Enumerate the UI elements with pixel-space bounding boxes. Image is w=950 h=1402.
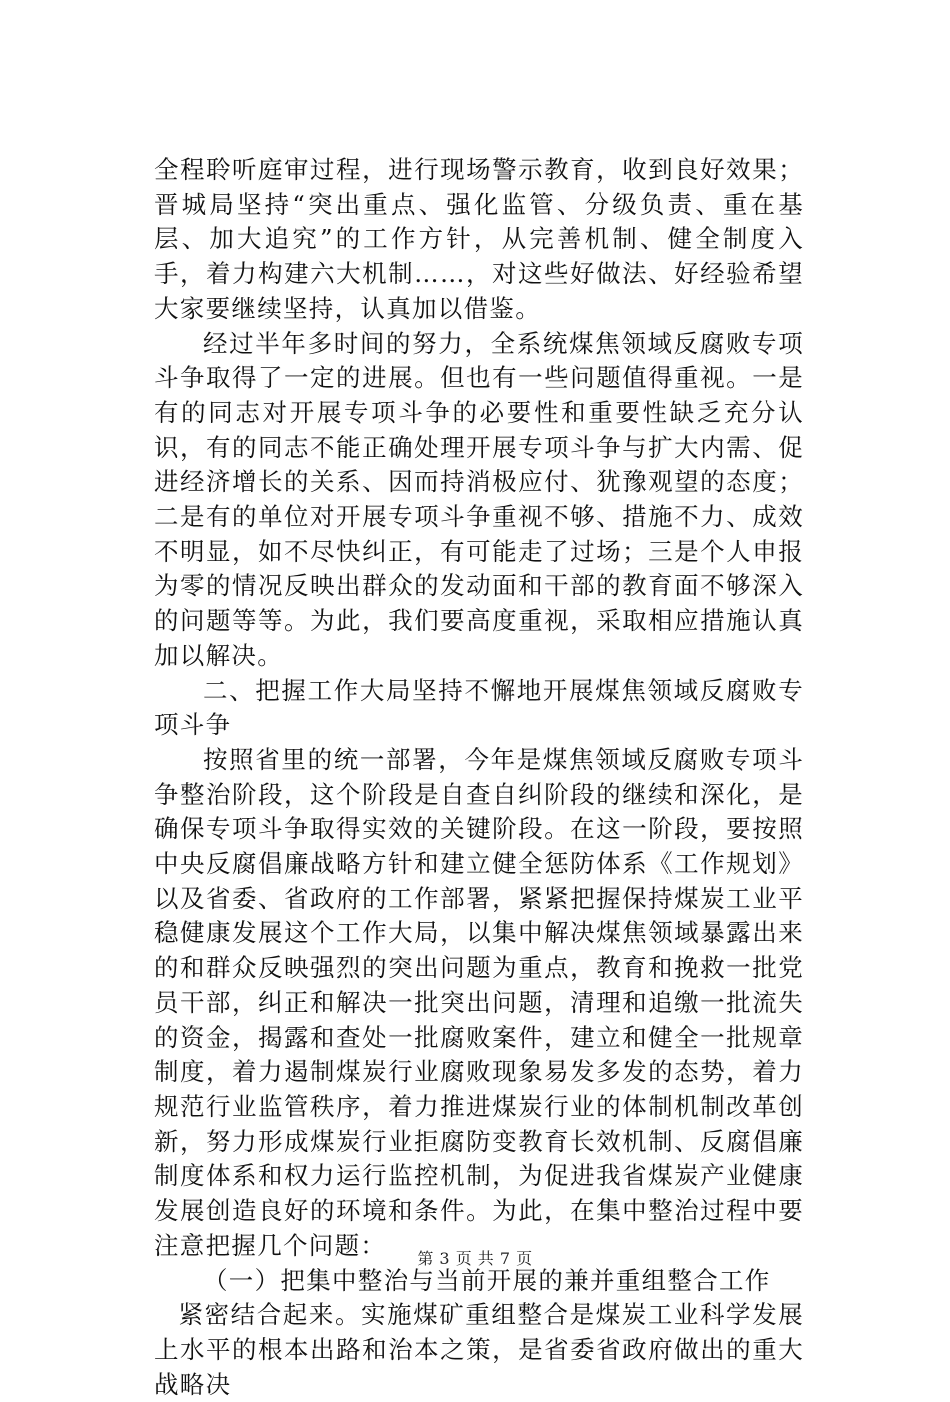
section-heading-2: 二、把握工作大局坚持不懈地开展煤焦领域反腐败专项斗争: [154, 675, 804, 740]
paragraph-deployment: 按照省里的统一部署，今年是煤焦领域反腐败专项斗争整治阶段，这个阶段是自查自纠阶段的继续和深化，是确保专项斗争取得实效的关键阶段。在这一阶段，要按照中央反腐倡廉战略方针和建立健全惩防体系《工作规划》以及省委、省政府的工作部署，紧紧把握保持煤炭工业平稳健康发展这个工作大局，以集中解决煤焦领域暴露出来的和群众反映强烈的突出问题为重点，教育和挽救一批党员干部，纠正和解决一批突出问题，清理和追缴一批流失的资金，揭露和查处一批腐败案件，建立和健全一批规章制度，着力遏制煤炭行业腐败现象易发多发的态势，着力规范行业监管秩序，着力推进煤炭行业的体制机制改革创新，努力形成煤炭行业拒腐防变教育长效机制、反腐倡廉制度体系和权力运行监控机制，为促进我省煤炭产业健康发展创造良好的环境和条件。为此，在集中整治过程中要注意把握几个问题：: [154, 744, 804, 1260]
page-number-footer: 第 3 页 共 7 页: [417, 1249, 533, 1268]
paragraph-progress-and-problems: 经过半年多时间的努力，全系统煤焦领域反腐败专项斗争取得了一定的进展。但也有一些问题值得重视。一是有的同志对开展专项斗争的必要性和重要性缺乏充分认识，有的同志不能正确处理开展专项斗争与扩大内需、促进经济增长的关系、因而持消极应付、犹豫观望的态度；二是有的单位对开展专项斗争重视不够、措施不力、成效不明显，如不尽快纠正，有可能走了过场；三是个人申报为零的情况反映出群众的发动面和干部的教育面不够深入的问题等等。为此，我们要高度重视，采取相应措施认真加以解决。: [154, 328, 804, 670]
paragraph-continuation: 全程聆听庭审过程，进行现场警示教育，收到良好效果；晋城局坚持“突出重点、强化监管、分级负责、重在基层、加大追究”的工作方针，从完善机制、健全制度入手，着力构建六大机制……，对这些好做法、好经验希望大家要继续坚持，认真加以借鉴。: [154, 155, 804, 323]
paragraph-integration: 紧密结合起来。实施煤矿重组整合是煤炭工业科学发展上水平的根本出路和治本之策，是省委省政府做出的重大战略决: [154, 1300, 804, 1399]
subsection-heading-1: （一）把集中整治与当前开展的兼并重组整合工作: [203, 1265, 771, 1295]
document-body: [154, 153, 804, 1402]
